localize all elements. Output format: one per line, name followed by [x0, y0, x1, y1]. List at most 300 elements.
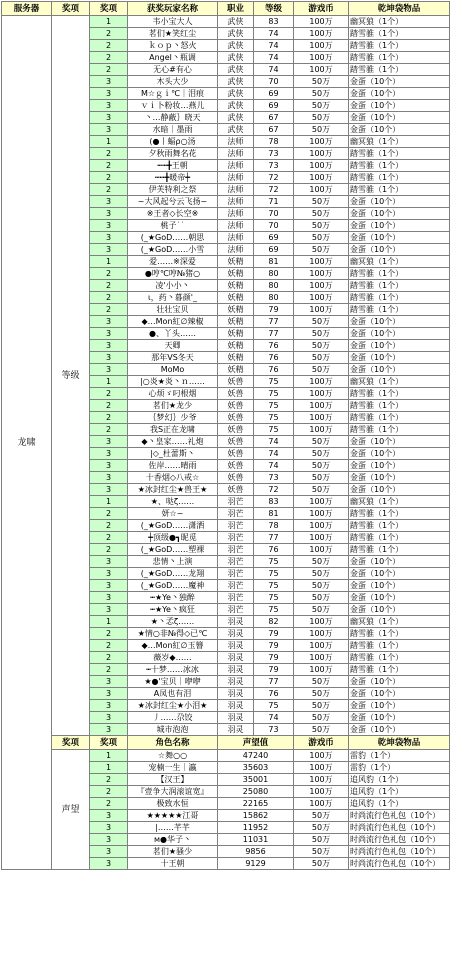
gold: 50万 — [294, 822, 349, 834]
item: 追风豹（1个） — [349, 798, 450, 810]
gold: 100万 — [294, 280, 349, 292]
gold: 50万 — [294, 328, 349, 340]
player-name: 桃子˙˙ — [128, 220, 218, 232]
item: 金蛋（10个） — [349, 568, 450, 580]
item: 踏雪骓（1个） — [349, 652, 450, 664]
job: 武侠 — [218, 52, 254, 64]
header-job: 职业 — [218, 2, 254, 16]
job: 妖兽 — [218, 376, 254, 388]
level: 75 — [254, 568, 294, 580]
group-fame-cell: 声望 — [52, 750, 90, 870]
item: 踏雪骓（1个） — [349, 508, 450, 520]
item: 踏雪骓（1个） — [349, 28, 450, 40]
gold: 50万 — [294, 352, 349, 364]
award-rank: 2 — [90, 268, 128, 280]
gold: 50万 — [294, 244, 349, 256]
item: 踏雪骓（1个） — [349, 172, 450, 184]
item: 金蛋（10个） — [349, 448, 450, 460]
player-name: 天卿 — [128, 340, 218, 352]
item: 追风豹（1个） — [349, 774, 450, 786]
level: 67 — [254, 112, 294, 124]
award-rank: 3 — [90, 232, 128, 244]
award-rank: 2 — [90, 412, 128, 424]
gold: 100万 — [294, 160, 349, 172]
level: 73 — [254, 472, 294, 484]
level: 77 — [254, 316, 294, 328]
role-name: м●华子丶 — [128, 834, 218, 846]
level: 74 — [254, 40, 294, 52]
player-name: 伊芙特利之祭 — [128, 184, 218, 196]
award-rank: 3 — [90, 448, 128, 460]
award-rank: 3 — [90, 580, 128, 592]
item: 踏雪骓（1个） — [349, 424, 450, 436]
gold: 50万 — [294, 340, 349, 352]
player-name: (_★GoD……龙翔 — [128, 568, 218, 580]
player-name: ┿顶级●┓昵觅 — [128, 532, 218, 544]
role-name: 宠楠一生｜瀛 — [128, 762, 218, 774]
player-name: (_★GoD……潇洒 — [128, 520, 218, 532]
item: 幽冥狼（1个） — [349, 616, 450, 628]
gold: 50万 — [294, 834, 349, 846]
player-name: 韦小宝大人 — [128, 16, 218, 28]
gold: 100万 — [294, 148, 349, 160]
player-name: 佐岸……晴雨 — [128, 460, 218, 472]
level: 79 — [254, 628, 294, 640]
item: 时尚流行色礼包（10个） — [349, 846, 450, 858]
item: 踏雪骓（1个） — [349, 628, 450, 640]
award-rank: 3 — [90, 76, 128, 88]
gold: 50万 — [294, 568, 349, 580]
level: 73 — [254, 148, 294, 160]
level: 83 — [254, 16, 294, 28]
player-name: ┅┅╋暖帝┿ — [128, 172, 218, 184]
award-rank: 3 — [90, 340, 128, 352]
fame-value: 9856 — [218, 846, 294, 858]
award-rank: 2 — [90, 652, 128, 664]
item: 踏雪骓（1个） — [349, 64, 450, 76]
award-rank: 1 — [90, 256, 128, 268]
award-rank: 3 — [90, 592, 128, 604]
gold: 100万 — [294, 136, 349, 148]
gold: 50万 — [294, 196, 349, 208]
level: 73 — [254, 160, 294, 172]
gold: 100万 — [294, 376, 349, 388]
job: 妖精 — [218, 268, 254, 280]
job: 法师 — [218, 184, 254, 196]
player-name: 壮壮宝贝 — [128, 304, 218, 316]
player-name: ★●'宝贝｜咿咿 — [128, 676, 218, 688]
gold: 50万 — [294, 846, 349, 858]
job: 妖兽 — [218, 388, 254, 400]
role-name: 极致水恒 — [128, 798, 218, 810]
item: 踏雪骓（1个） — [349, 544, 450, 556]
item: 金蛋（10个） — [349, 340, 450, 352]
item: 踏雪骓（1个） — [349, 520, 450, 532]
player-name: 那年VS冬天 — [128, 352, 218, 364]
job: 妖精 — [218, 280, 254, 292]
player-name: ◆…Mon紅∅玉簪 — [128, 640, 218, 652]
player-name: ●、丫头…… — [128, 328, 218, 340]
item: 金蛋（10个） — [349, 688, 450, 700]
level: 71 — [254, 196, 294, 208]
job: 羽芒 — [218, 580, 254, 592]
gold: 100万 — [294, 544, 349, 556]
item: 时尚流行色礼包（10个） — [349, 810, 450, 822]
job: 羽灵 — [218, 616, 254, 628]
award-rank: 3 — [90, 556, 128, 568]
award-rank: 2 — [90, 508, 128, 520]
award-rank: 3 — [90, 724, 128, 736]
level: 80 — [254, 280, 294, 292]
player-name: ｖｉ卜粉妆…燕儿 — [128, 100, 218, 112]
role-name: 茗们★骚少 — [128, 846, 218, 858]
level: 72 — [254, 484, 294, 496]
gold: 50万 — [294, 208, 349, 220]
award-rank: 3 — [90, 858, 128, 870]
item: 金蛋（10个） — [349, 364, 450, 376]
gold: 50万 — [294, 484, 349, 496]
fame-header-award-1: 奖项 — [52, 736, 90, 750]
player-name: 凌'小小丶 — [128, 280, 218, 292]
header-award-1: 奖项 — [52, 2, 90, 16]
server-cell: 龙啸 — [2, 16, 52, 870]
level: 83 — [254, 496, 294, 508]
player-name: 十香烟◇八戒☆ — [128, 472, 218, 484]
job: 妖兽 — [218, 424, 254, 436]
level: 69 — [254, 88, 294, 100]
item: 金蛋（10个） — [349, 112, 450, 124]
level: 79 — [254, 652, 294, 664]
gold: 50万 — [294, 712, 349, 724]
gold: 50万 — [294, 700, 349, 712]
player-name: 茗们★笑红尘 — [128, 28, 218, 40]
level: 80 — [254, 292, 294, 304]
job: 羽灵 — [218, 676, 254, 688]
item: 金蛋（10个） — [349, 484, 450, 496]
item: 雷豹（1个） — [349, 762, 450, 774]
player-name: ┅十梦……冰冰 — [128, 664, 218, 676]
gold: 100万 — [294, 798, 349, 810]
award-rank: 3 — [90, 604, 128, 616]
player-name: ★冰封红尘★兽王★ — [128, 484, 218, 496]
fame-value: 15862 — [218, 810, 294, 822]
award-rank: 3 — [90, 208, 128, 220]
job: 法师 — [218, 160, 254, 172]
level: 76 — [254, 688, 294, 700]
level: 69 — [254, 244, 294, 256]
level: 75 — [254, 424, 294, 436]
job: 妖精 — [218, 316, 254, 328]
player-name: ★丶孞ζ…… — [128, 616, 218, 628]
fame-value: 35001 — [218, 774, 294, 786]
gold: 100万 — [294, 532, 349, 544]
fame-header-award-2: 奖项 — [90, 736, 128, 750]
job: 羽灵 — [218, 724, 254, 736]
item: 踏雪骓（1个） — [349, 664, 450, 676]
award-rank: 3 — [90, 436, 128, 448]
level: 75 — [254, 700, 294, 712]
level: 74 — [254, 64, 294, 76]
job: 羽灵 — [218, 652, 254, 664]
award-rank: 2 — [90, 640, 128, 652]
gold: 100万 — [294, 268, 349, 280]
item: 金蛋（10个） — [349, 76, 450, 88]
level: 74 — [254, 712, 294, 724]
player-name: ι，药丶暮颜'_ — [128, 292, 218, 304]
item: 金蛋（10个） — [349, 460, 450, 472]
level: 70 — [254, 76, 294, 88]
item: 时尚流行色礼包（10个） — [349, 858, 450, 870]
level: 74 — [254, 436, 294, 448]
item: 金蛋（10个） — [349, 604, 450, 616]
award-rank: 2 — [90, 184, 128, 196]
player-name: ┅★Ye丶独醉 — [128, 592, 218, 604]
level: 72 — [254, 172, 294, 184]
fame-value: 11952 — [218, 822, 294, 834]
level: 80 — [254, 268, 294, 280]
player-name: M☆ｇｉ℃｜泪痕 — [128, 88, 218, 100]
job: 法师 — [218, 196, 254, 208]
gold: 50万 — [294, 316, 349, 328]
gold: 100万 — [294, 652, 349, 664]
level: 69 — [254, 100, 294, 112]
player-name: (●丨蝠ρ○汤 — [128, 136, 218, 148]
item: 幽冥狼（1个） — [349, 16, 450, 28]
awards-table-body — [2, 2, 450, 870]
item: 踏雪骓（1个） — [349, 532, 450, 544]
job: 羽灵 — [218, 688, 254, 700]
fame-header-gold: 游戏币 — [294, 736, 349, 750]
item: 追风豹（1个） — [349, 786, 450, 798]
item: 踏雪骓（1个） — [349, 148, 450, 160]
level: 75 — [254, 376, 294, 388]
item: 金蛋（10个） — [349, 592, 450, 604]
fame-header-item: 乾坤袋物品 — [349, 736, 450, 750]
item: 时尚流行色礼包（10个） — [349, 822, 450, 834]
role-name: 『壹争大润滚谊宽』 — [128, 786, 218, 798]
award-rank: 3 — [90, 316, 128, 328]
level: 77 — [254, 532, 294, 544]
gold: 100万 — [294, 304, 349, 316]
gold: 50万 — [294, 810, 349, 822]
gold: 100万 — [294, 292, 349, 304]
item: 踏雪骓（1个） — [349, 184, 450, 196]
item: 金蛋（10个） — [349, 232, 450, 244]
gold: 50万 — [294, 604, 349, 616]
item: 幽冥狼（1个） — [349, 256, 450, 268]
fame-value: 22165 — [218, 798, 294, 810]
item: 踏雪骓（1个） — [349, 268, 450, 280]
gold: 50万 — [294, 858, 349, 870]
job: 羽芒 — [218, 592, 254, 604]
award-rank: 2 — [90, 520, 128, 532]
player-name: ●哼℃哼№猪○ — [128, 268, 218, 280]
item: 踏雪骓（1个） — [349, 280, 450, 292]
role-name: ★★★★★江哥 — [128, 810, 218, 822]
job: 武侠 — [218, 100, 254, 112]
item: 金蛋（10个） — [349, 328, 450, 340]
job: 妖精 — [218, 256, 254, 268]
gold: 100万 — [294, 424, 349, 436]
job: 妖兽 — [218, 400, 254, 412]
gold: 100万 — [294, 774, 349, 786]
fame-value: 9129 — [218, 858, 294, 870]
award-rank: 2 — [90, 40, 128, 52]
gold: 100万 — [294, 256, 349, 268]
gold: 50万 — [294, 76, 349, 88]
job: 法师 — [218, 136, 254, 148]
gold: 100万 — [294, 28, 349, 40]
level: 74 — [254, 448, 294, 460]
role-name: 【汉王】 — [128, 774, 218, 786]
player-name: Angel丶瓶调 — [128, 52, 218, 64]
award-rank: 1 — [90, 16, 128, 28]
level: 75 — [254, 400, 294, 412]
job: 妖精 — [218, 292, 254, 304]
level: 82 — [254, 616, 294, 628]
header-server: 服务器 — [2, 2, 52, 16]
header-gold: 游戏币 — [294, 2, 349, 16]
gold: 100万 — [294, 786, 349, 798]
player-name: (_★GoD……小雪 — [128, 244, 218, 256]
job: 武侠 — [218, 124, 254, 136]
job: 武侠 — [218, 28, 254, 40]
gold: 100万 — [294, 664, 349, 676]
award-rank: 3 — [90, 460, 128, 472]
gold: 100万 — [294, 64, 349, 76]
item: 踏雪骓（1个） — [349, 40, 450, 52]
gold: 100万 — [294, 16, 349, 28]
gold: 50万 — [294, 676, 349, 688]
item: 踏雪骓（1个） — [349, 292, 450, 304]
award-rank: 3 — [90, 112, 128, 124]
level: 77 — [254, 676, 294, 688]
player-name: 悲情丶上演 — [128, 556, 218, 568]
award-rank: 3 — [90, 688, 128, 700]
player-name: 无心#有心 — [128, 64, 218, 76]
level: 70 — [254, 220, 294, 232]
gold: 100万 — [294, 388, 349, 400]
fame-value: 47240 — [218, 750, 294, 762]
job: 武侠 — [218, 64, 254, 76]
award-rank: 3 — [90, 328, 128, 340]
player-name: 妍☆~ — [128, 508, 218, 520]
job: 妖精 — [218, 364, 254, 376]
player-name: 丿……尕饺 — [128, 712, 218, 724]
level: 73 — [254, 724, 294, 736]
player-name: |○炎★炎丶ｎ…… — [128, 376, 218, 388]
gold: 100万 — [294, 520, 349, 532]
awards-table — [1, 1, 450, 870]
level: 81 — [254, 256, 294, 268]
job: 羽芒 — [218, 556, 254, 568]
gold: 50万 — [294, 448, 349, 460]
job: 法师 — [218, 220, 254, 232]
gold: 50万 — [294, 472, 349, 484]
gold: 50万 — [294, 460, 349, 472]
item: 踏雪骓（1个） — [349, 304, 450, 316]
gold: 100万 — [294, 762, 349, 774]
award-rank: 1 — [90, 136, 128, 148]
award-rank: 1 — [90, 376, 128, 388]
job: 妖兽 — [218, 448, 254, 460]
award-rank: 1 — [90, 750, 128, 762]
item: 踏雪骓（1个） — [349, 160, 450, 172]
award-rank: 3 — [90, 846, 128, 858]
gold: 100万 — [294, 616, 349, 628]
job: 法师 — [218, 208, 254, 220]
gold: 100万 — [294, 40, 349, 52]
award-rank: 3 — [90, 834, 128, 846]
job: 妖精 — [218, 328, 254, 340]
player-name: 丶…静蔽｝晓天 — [128, 112, 218, 124]
item: 金蛋（10个） — [349, 712, 450, 724]
award-rank: 2 — [90, 424, 128, 436]
item: 时尚流行色礼包（10个） — [349, 834, 450, 846]
player-name: MoMo — [128, 364, 218, 376]
award-rank: 2 — [90, 292, 128, 304]
award-rank: 3 — [90, 822, 128, 834]
item: 踏雪骓（1个） — [349, 52, 450, 64]
item: 幽冥狼（1个） — [349, 376, 450, 388]
header-award-2: 奖项 — [90, 2, 128, 16]
gold: 100万 — [294, 184, 349, 196]
item: 金蛋（10个） — [349, 88, 450, 100]
player-name: 心烦ゞ叼根烟 — [128, 388, 218, 400]
role-name: 十王朝 — [128, 858, 218, 870]
award-rank: 2 — [90, 628, 128, 640]
item: 金蛋（10个） — [349, 700, 450, 712]
gold: 50万 — [294, 88, 349, 100]
item: 金蛋（10个） — [349, 472, 450, 484]
player-name: ★、哒ζ…… — [128, 496, 218, 508]
job: 羽芒 — [218, 568, 254, 580]
level: 76 — [254, 364, 294, 376]
award-rank: 3 — [90, 124, 128, 136]
award-rank: 3 — [90, 220, 128, 232]
level: 79 — [254, 304, 294, 316]
award-rank: 2 — [90, 400, 128, 412]
job: 武侠 — [218, 76, 254, 88]
fame-value: 35603 — [218, 762, 294, 774]
item: 金蛋（10个） — [349, 196, 450, 208]
award-rank: 3 — [90, 810, 128, 822]
item: 金蛋（10个） — [349, 352, 450, 364]
gold: 100万 — [294, 750, 349, 762]
level: 77 — [254, 328, 294, 340]
header-player: 获奖玩家名称 — [128, 2, 218, 16]
award-rank: 2 — [90, 148, 128, 160]
level: 76 — [254, 544, 294, 556]
fame-header-fame: 声望值 — [218, 736, 294, 750]
player-name: 我S正在龙啸 — [128, 424, 218, 436]
item: 金蛋（10个） — [349, 244, 450, 256]
job: 羽灵 — [218, 628, 254, 640]
job: 法师 — [218, 232, 254, 244]
table-row — [2, 16, 450, 28]
gold: 100万 — [294, 508, 349, 520]
award-rank: 2 — [90, 172, 128, 184]
gold: 50万 — [294, 556, 349, 568]
job: 妖兽 — [218, 460, 254, 472]
award-rank: 3 — [90, 712, 128, 724]
job: 法师 — [218, 148, 254, 160]
level: 74 — [254, 460, 294, 472]
player-name: ★冰封红尘★小泪★ — [128, 700, 218, 712]
award-rank: 3 — [90, 100, 128, 112]
award-rank: 3 — [90, 88, 128, 100]
job: 妖兽 — [218, 484, 254, 496]
